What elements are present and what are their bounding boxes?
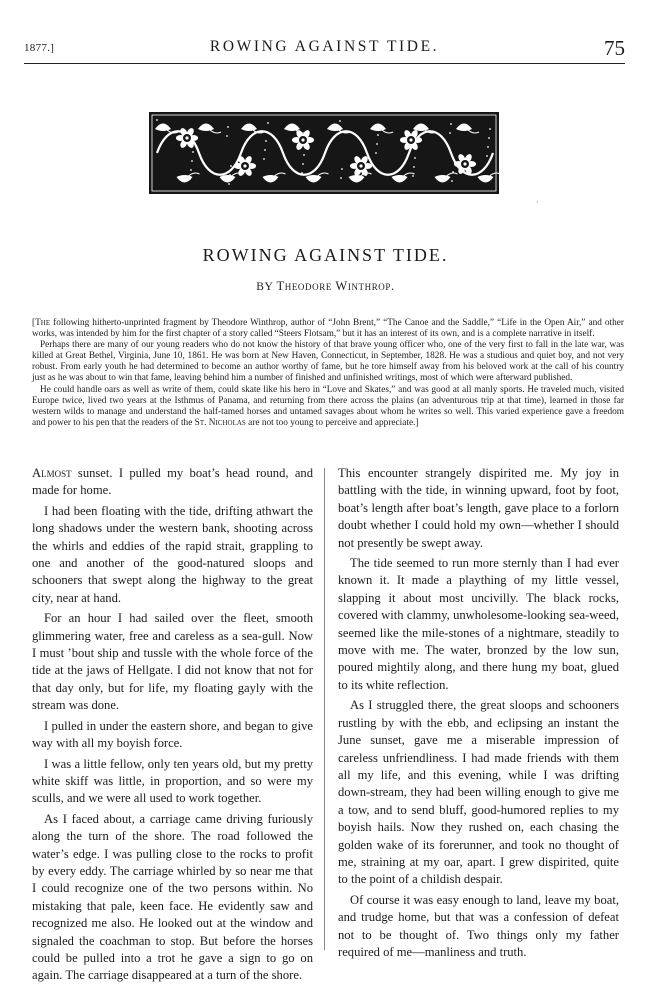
article-title: ROWING AGAINST TIDE.	[202, 245, 449, 265]
ornament-rose-dot	[243, 164, 246, 167]
ink-speck: ·	[536, 198, 539, 207]
byline-author: Theodore Winthrop.	[276, 279, 395, 293]
ornament-speck	[303, 154, 305, 156]
body-paragraph: Of course it was easy enough to land, leave my boat, and trudge home, but that was a confession of defeat not to be thought of. Two things only my father required of me—manliness and truth.	[338, 892, 619, 959]
byline-prefix: BY	[256, 281, 273, 293]
running-title: ROWING AGAINST TIDE.	[209, 38, 440, 55]
ornament-speck	[226, 135, 228, 137]
ornament-speck	[488, 137, 490, 139]
note-paragraph: Perhaps there are many of our young readers who do not know the history of that brave young officer who, one of the very first to fall in the late war, was killed at Great Bethel, Virginia, June 10, 1861. He was born at New Haven, Connecticut, in September, 1828. He was a studious and quiet boy, and not very robust. From early youth he had determined to become an author worthy of fame, but he tore himself away from his beloved work at the call of his country just as he was about to win that fame, leaving behind him a number of finished and unfinished writings, most of which were afterward published.	[32, 340, 624, 384]
ornament-speck	[267, 122, 269, 124]
body-paragraph	[32, 465, 313, 500]
body-paragraph: This encounter strangely dispirited me. My joy in battling with the tide, in winning upward, foot by foot, boat’s length after boat’s length, gave place to a forlorn doubt whether I could hold my own—whether I should not presently be swept away.	[338, 466, 619, 550]
ornament-speck	[156, 119, 158, 121]
ornament-rose-dot	[301, 138, 304, 141]
ornament-speck	[452, 171, 454, 173]
floral-ornament-icon	[149, 112, 499, 194]
ornament-speck	[190, 169, 192, 171]
ornament-speck	[302, 163, 304, 165]
ornament-speck	[413, 166, 415, 168]
ornament-speck	[265, 140, 267, 142]
ornament-speck	[229, 174, 231, 176]
ornament-speck	[486, 155, 488, 157]
ornament-speck	[263, 158, 265, 160]
ornament-rose-dot	[359, 164, 362, 167]
ornament-speck	[227, 126, 229, 128]
body-column-left	[32, 465, 313, 988]
ornament-speck	[451, 180, 453, 182]
note-text: following hitherto-unprinted fragment by Theodore Winthrop, author of “John Brent,” “The Canoe and the Saddle,” “Life in the Open Air,” and other works, was intended by him for the first chapter of a story called “Steers Flotsam,” but it has an interest of its own, and is a complete narrative in itself.	[32, 318, 624, 340]
ornament-speck	[412, 175, 414, 177]
ornament-speck	[189, 178, 191, 180]
ornament-rose-dot	[463, 162, 466, 165]
ornament-rose-dot	[185, 136, 188, 139]
ornament-speck	[376, 143, 378, 145]
body-paragraph: I had been floating with the tide, drifting athwart the long shadows under the western bank, shooting across the whirls and eddies of the rapid strait, grappling to one and another of the good-natured sloops and schooners that swept along the highway to the great city, near at hand.	[32, 503, 313, 605]
ornament-speck	[415, 148, 417, 150]
ornament-speck	[338, 129, 340, 131]
ornament-rose-dot	[409, 138, 412, 141]
opening-word: Almost	[32, 466, 72, 480]
note-text: are not too young to perceive and appreciate.]	[248, 417, 419, 428]
ornament-speck	[378, 125, 380, 127]
ornament-speck	[266, 131, 268, 133]
page-number: 75	[604, 36, 625, 60]
note-text: He could handle oars as well as write of them, could skate like his hero in “Love and Skates,” and was good at all manly sports. He traveled much, visited Europe twice, lived two years at the Isthmus of Panama, and returning from there across the plains (an adventurous trip at that time), learned in those far western wilds to manage and understand the half-tamed horses and untamed savages about whom he writes so well. This varied experience gave a freedom and power to his pen that the readers of the	[32, 384, 624, 428]
ornament-speck	[489, 128, 491, 130]
ornament-speck	[375, 152, 377, 154]
note-paragraph	[32, 385, 624, 429]
body-paragraph: I pulled in under the eastern shore, and began to give way with all my boyish force.	[32, 718, 313, 751]
ornament-speck	[304, 145, 306, 147]
byline	[0, 279, 651, 294]
ornament-speck	[414, 157, 416, 159]
ornament-speck	[191, 160, 193, 162]
ornament-speck	[228, 183, 230, 185]
ornament-speck	[377, 134, 379, 136]
body-paragraph: I was a little fellow, only ten years old, but my pretty white skiff was little, in proportion, and so were my sculls, and we were all used to work together.	[32, 756, 313, 806]
note-paragraph	[32, 318, 624, 340]
ornament-speck	[450, 123, 452, 125]
editorial-note	[32, 318, 624, 429]
running-header	[24, 36, 625, 62]
ornament-speck	[301, 172, 303, 174]
body-paragraph: As I struggled there, the great sloops and schooners rustling by with the ebb, and eclipsing an instant the June sunset, gave me a miserable impression of careless unfriendliness. I had made friends with them all my life, and this evening, while I was drifting down-stream, they had been willing enough to give me a tow, and to send bluff, good-humored replies to my boyish hails. Now they rushed on, each chasing the golden wake of its forerunner, and took no thought of me, straining at my oar, apart. I grew dispirited, quite to the point of a childish despair.	[338, 698, 619, 887]
note-lead: [The	[32, 318, 51, 328]
header-rule	[24, 63, 625, 64]
ornament-speck	[340, 177, 342, 179]
ornament-speck	[339, 120, 341, 122]
column-divider	[324, 468, 325, 950]
floral-ornament-banner	[149, 112, 499, 194]
issue-year: 1877.]	[24, 42, 55, 54]
ornament-speck	[341, 168, 343, 170]
ornament-speck	[487, 146, 489, 148]
body-paragraph: The tide seemed to run more sternly than I had ever known it. It made a plaything of my little vessel, slapping it about most uncivilly. The black rocks, covered with clammy, unwholesome-looking sea-weed, seemed like the mile-stones of a nightmare, steadily to move with me. The water, bronzed by the low sun, poured mightily along, and there hung my boat, glued to its white reflection.	[338, 556, 619, 692]
ornament-speck	[230, 165, 232, 167]
body-paragraph: For an hour I had sailed over the fleet, smooth glimmering water, free and careless as a sea-gull. Now I must ’bout ship and tussle with the whole force of the tide at the jaws of Hellgate. I did not know that not for that day only, but for life, my floating gayly with the stream was done.	[32, 611, 313, 713]
ornament-speck	[192, 151, 194, 153]
magazine-name: St. Nicholas	[194, 417, 246, 428]
ornament-speck	[449, 132, 451, 134]
ornament-speck	[193, 142, 195, 144]
body-column-right	[338, 465, 619, 964]
body-text: sunset. I pulled my boat’s head round, and made for home.	[32, 466, 313, 498]
ornament-speck	[264, 149, 266, 151]
body-paragraph: As I faced about, a carriage came driving furiously along the turn of the shore. The road followed the water’s edge. I was pulling close to the rocks to profit by every eddy. The carriage whirled by so near me that I could recognize one of the two persons within. No mistaking that pale, keen face. He evidently saw and recognized me also. He looked out at the window and signaled the coachman to stop. But before the horses could be pulled into a trot he gave a sign to go on again. The carriage disappeared at a turn of the shore.	[32, 811, 313, 983]
